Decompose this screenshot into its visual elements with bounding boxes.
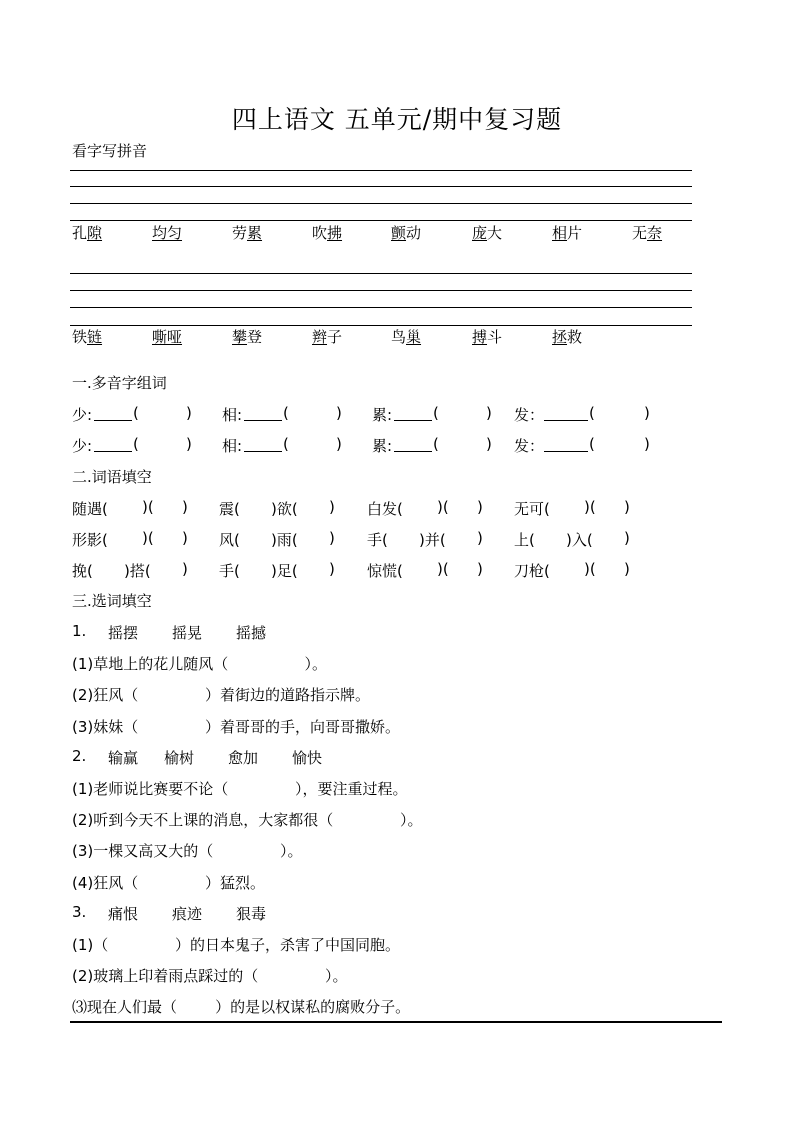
fill-question[interactable]: (1)草地上的花儿随风（ ）。: [72, 655, 328, 673]
pinyin-blank[interactable]: [394, 438, 432, 452]
open-paren: (: [133, 435, 139, 453]
word-blank-close[interactable]: ): [186, 404, 192, 422]
pinyin-word: 铁链: [72, 328, 103, 346]
idiom-blank-close[interactable]: ): [477, 529, 483, 547]
fill-question[interactable]: (1)（ ）的日本鬼子，杀害了中国同胞。: [72, 936, 401, 954]
idiom-part[interactable]: )搭(: [124, 562, 151, 580]
word-blank-close[interactable]: ): [336, 435, 342, 453]
idiom-part: 手(: [219, 562, 240, 580]
question-number: 2.: [72, 747, 87, 765]
pinyin-line[interactable]: [70, 203, 692, 204]
idiom-part[interactable]: )(: [142, 529, 154, 547]
pinyin-word: 均匀: [152, 224, 183, 242]
word-option: 输赢: [108, 749, 139, 767]
idiom-part[interactable]: )足(: [271, 562, 298, 580]
word-blank-close[interactable]: ): [336, 404, 342, 422]
polyphone-char: 发：: [514, 406, 545, 424]
pinyin-word: 无奈: [632, 224, 663, 242]
pinyin-word: 鸟巢: [391, 328, 422, 346]
pinyin-word: 孔隙: [72, 224, 103, 242]
idiom-blank-close[interactable]: ): [182, 560, 188, 578]
pinyin-blank[interactable]: [544, 438, 588, 452]
fill-question[interactable]: (1)老师说比赛要不论（ ），要注重过程。: [72, 780, 408, 798]
word-blank-close[interactable]: ): [486, 435, 492, 453]
idiom-part[interactable]: )欲(: [271, 500, 298, 518]
word-option: 摇摆: [108, 624, 139, 642]
idiom-blank-close[interactable]: ): [329, 498, 335, 516]
pinyin-word: 辫子: [312, 328, 343, 346]
fill-question[interactable]: (4)狂风（ ）猛烈。: [72, 874, 266, 892]
polyphone-char: 少:: [72, 406, 93, 424]
polyphone-char: 相:: [222, 406, 243, 424]
idiom-part: 随遇(: [72, 500, 108, 518]
section-3-heading: 三.选词填空: [72, 592, 152, 610]
pinyin-blank[interactable]: [244, 438, 282, 452]
idiom-part: 挽(: [72, 562, 93, 580]
idiom-blank-close[interactable]: ): [624, 529, 630, 547]
idiom-part[interactable]: )(: [584, 498, 596, 516]
open-paren: (: [283, 404, 289, 422]
polyphone-char: 少:: [72, 437, 93, 455]
idiom-part: 手(: [367, 531, 388, 549]
pinyin-line[interactable]: [70, 307, 692, 308]
pinyin-line[interactable]: [70, 220, 692, 221]
pinyin-word: 拯救: [552, 328, 583, 346]
pinyin-word: 搏斗: [472, 328, 503, 346]
open-paren: (: [433, 404, 439, 422]
pinyin-blank[interactable]: [94, 438, 132, 452]
idiom-blank-close[interactable]: ): [329, 529, 335, 547]
idiom-part[interactable]: )雨(: [271, 531, 298, 549]
word-option: 榆树: [164, 749, 195, 767]
pinyin-word: 嘶哑: [152, 328, 183, 346]
word-blank-close[interactable]: ): [644, 404, 650, 422]
idiom-blank-close[interactable]: ): [624, 498, 630, 516]
open-paren: (: [283, 435, 289, 453]
idiom-part[interactable]: )(: [437, 560, 449, 578]
pinyin-line[interactable]: [70, 186, 692, 187]
word-option: 愉快: [292, 749, 323, 767]
idiom-part[interactable]: )(: [142, 498, 154, 516]
idiom-part[interactable]: )(: [584, 560, 596, 578]
fill-question[interactable]: ⑶现在人们最（ ）的是以权谋私的腐败分子。: [72, 998, 411, 1016]
open-paren: (: [433, 435, 439, 453]
idiom-blank-close[interactable]: ): [477, 560, 483, 578]
word-option: 痛恨: [108, 905, 139, 923]
idiom-blank-close[interactable]: ): [182, 529, 188, 547]
fill-question[interactable]: (2)玻璃上印着雨点踩过的（ ）。: [72, 967, 348, 985]
idiom-part: 白发(: [367, 500, 403, 518]
pinyin-line[interactable]: [70, 290, 692, 291]
pinyin-line[interactable]: [70, 273, 692, 274]
idiom-part: 无可(: [514, 500, 550, 518]
word-blank-close[interactable]: ): [486, 404, 492, 422]
idiom-part[interactable]: )入(: [566, 531, 593, 549]
idiom-part: 风(: [219, 531, 240, 549]
pinyin-blank[interactable]: [244, 407, 282, 421]
word-blank-close[interactable]: ): [186, 435, 192, 453]
idiom-part: 上(: [514, 531, 535, 549]
fill-question[interactable]: (2)狂风（ ）着街边的道路指示牌。: [72, 686, 371, 704]
section-2-heading: 二.词语填空: [72, 468, 152, 486]
page-title: 四上语文 五单元/期中复习题: [231, 105, 563, 134]
fill-question[interactable]: (3)一棵又高又大的（ ）。: [72, 842, 303, 860]
section-1-heading: 一.多音字组词: [72, 374, 167, 392]
idiom-part[interactable]: )(: [437, 498, 449, 516]
idiom-part: 形影(: [72, 531, 108, 549]
word-option: 摇撼: [236, 624, 267, 642]
idiom-blank-close[interactable]: ): [477, 498, 483, 516]
polyphone-char: 相:: [222, 437, 243, 455]
fill-question[interactable]: (2)听到今天不上课的消息，大家都很（ ）。: [72, 811, 423, 829]
open-paren: (: [133, 404, 139, 422]
fill-question[interactable]: (3)妹妹（ ）着哥哥的手，向哥哥撒娇。: [72, 718, 401, 736]
idiom-blank-close[interactable]: ): [182, 498, 188, 516]
word-option: 摇晃: [172, 624, 203, 642]
pinyin-blank[interactable]: [394, 407, 432, 421]
idiom-part[interactable]: )并(: [419, 531, 446, 549]
pinyin-word: 相片: [552, 224, 583, 242]
idiom-blank-close[interactable]: ): [624, 560, 630, 578]
pinyin-line[interactable]: [70, 170, 692, 171]
pinyin-word: 庞大: [472, 224, 503, 242]
word-option: 狠毒: [236, 905, 267, 923]
idiom-part: 刀枪(: [514, 562, 550, 580]
polyphone-char: 累:: [372, 406, 393, 424]
word-blank-close[interactable]: ): [644, 435, 650, 453]
polyphone-char: 发：: [514, 437, 545, 455]
polyphone-char: 累:: [372, 437, 393, 455]
pinyin-blank[interactable]: [94, 407, 132, 421]
idiom-part: 惊慌(: [367, 562, 403, 580]
pinyin-word: 吹拂: [312, 224, 343, 242]
pinyin-blank[interactable]: [544, 407, 588, 421]
pinyin-word: 攀登: [232, 328, 263, 346]
word-option: 愈加: [228, 749, 259, 767]
pinyin-section-label: 看字写拼音: [72, 142, 148, 160]
open-paren: (: [589, 435, 595, 453]
pinyin-word: 颤动: [391, 224, 422, 242]
open-paren: (: [589, 404, 595, 422]
question-number: 3.: [72, 903, 87, 921]
word-option: 痕迹: [172, 905, 203, 923]
question-number: 1.: [72, 622, 87, 640]
idiom-blank-close[interactable]: ): [329, 560, 335, 578]
pinyin-word: 劳累: [232, 224, 263, 242]
bottom-rule: [70, 1021, 722, 1023]
idiom-part: 震(: [219, 500, 240, 518]
